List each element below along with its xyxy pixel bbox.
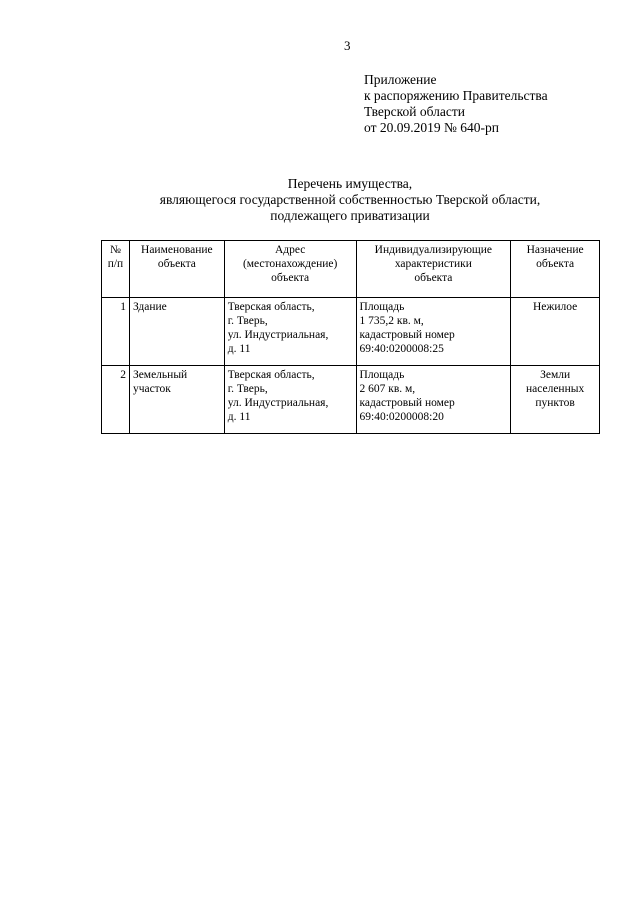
cell-line: 69:40:0200008:25 bbox=[359, 343, 444, 355]
object-purpose bbox=[511, 298, 600, 366]
cell-line: Земли bbox=[540, 369, 571, 381]
title-line: Перечень имущества, bbox=[287, 176, 413, 191]
cell-line: д. 11 bbox=[227, 343, 251, 355]
header-line: Назначение bbox=[526, 244, 584, 256]
cell-line: пунктов bbox=[535, 397, 575, 409]
header-characteristics bbox=[356, 241, 511, 298]
appendix-line: от 20.09.2019 № 640-рп bbox=[364, 120, 499, 135]
page-number: 3 bbox=[344, 38, 351, 53]
appendix-block bbox=[364, 72, 548, 136]
cell-line: кадастровый номер bbox=[359, 329, 455, 341]
header-line: (местонахождение) bbox=[242, 258, 338, 270]
cell-line: населенных bbox=[525, 383, 585, 395]
cell-line: Тверская область, bbox=[227, 301, 315, 313]
cell-line: ул. Индустриальная, bbox=[227, 329, 329, 341]
title-line: подлежащего приватизации bbox=[270, 208, 430, 223]
header-line: Наименование bbox=[141, 244, 213, 256]
header-line: Индивидуализирующие bbox=[374, 244, 493, 256]
cell-line: 1 735,2 кв. м, bbox=[359, 315, 424, 327]
cell-line: д. 11 bbox=[227, 411, 251, 423]
appendix-line: Приложение bbox=[364, 72, 437, 87]
cell-line: Площадь bbox=[359, 301, 405, 313]
header-address bbox=[224, 241, 356, 298]
header-purpose bbox=[511, 241, 600, 298]
table-row bbox=[102, 366, 600, 434]
row-number: 2 bbox=[102, 366, 130, 434]
header-line: п/п bbox=[107, 258, 124, 270]
cell-line: Нежилое bbox=[532, 301, 578, 313]
document-title bbox=[100, 176, 600, 224]
header-line: объекта bbox=[414, 272, 453, 284]
header-line: Адрес bbox=[274, 244, 306, 256]
appendix-line: к распоряжению Правительства bbox=[364, 88, 548, 103]
cell-line: Тверская область, bbox=[227, 369, 315, 381]
header-name bbox=[129, 241, 224, 298]
title-line: являющегося государственной собственностью Тверской области, bbox=[159, 192, 541, 207]
header-line: объекта bbox=[271, 272, 310, 284]
appendix-line: Тверской области bbox=[364, 104, 465, 119]
cell-line: 2 607 кв. м, bbox=[359, 383, 416, 395]
object-address bbox=[224, 298, 356, 366]
cell-line: кадастровый номер bbox=[359, 397, 455, 409]
header-line: объекта bbox=[157, 258, 196, 270]
cell-line: г. Тверь, bbox=[227, 383, 268, 395]
header-line: характеристики bbox=[394, 258, 472, 270]
cell-line: г. Тверь, bbox=[227, 315, 268, 327]
cell-line: 69:40:0200008:20 bbox=[359, 411, 444, 423]
object-characteristics bbox=[356, 298, 511, 366]
header-number bbox=[102, 241, 130, 298]
row-number: 1 bbox=[102, 298, 130, 366]
header-line: № bbox=[109, 244, 121, 256]
object-purpose bbox=[511, 366, 600, 434]
table-row bbox=[102, 298, 600, 366]
cell-line: Площадь bbox=[359, 369, 405, 381]
cell-line: ул. Индустриальная, bbox=[227, 397, 329, 409]
object-name bbox=[129, 298, 224, 366]
object-characteristics bbox=[356, 366, 511, 434]
property-table bbox=[101, 240, 600, 434]
cell-line: Здание bbox=[132, 301, 167, 313]
cell-line: Земельный bbox=[132, 369, 188, 381]
table-header-row bbox=[102, 241, 600, 298]
object-address bbox=[224, 366, 356, 434]
header-line: объекта bbox=[536, 258, 575, 270]
object-name bbox=[129, 366, 224, 434]
cell-line: участок bbox=[132, 383, 171, 395]
